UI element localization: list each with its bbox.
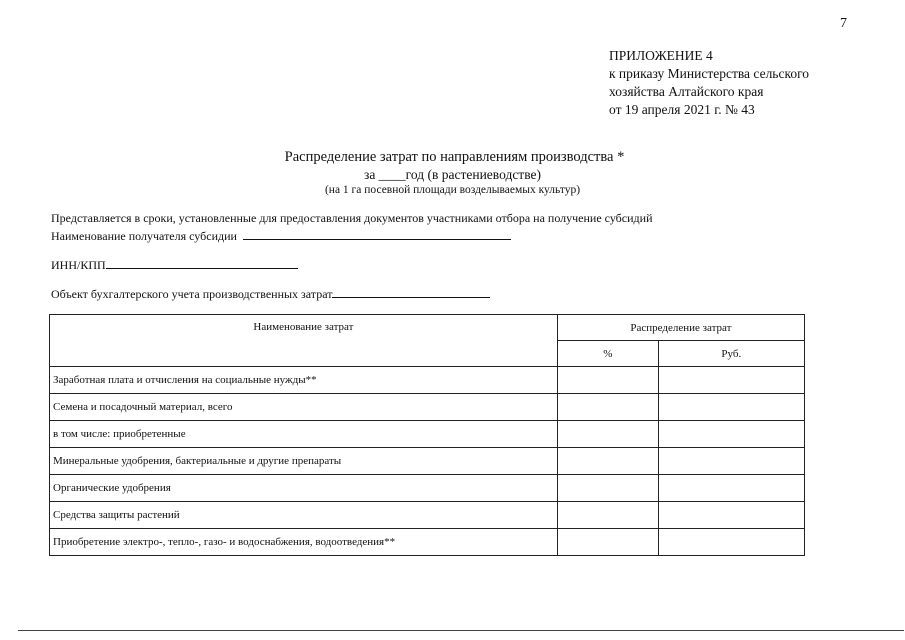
document-title-block — [0, 148, 905, 198]
cell-percent[interactable] — [557, 475, 658, 502]
inn-blank[interactable] — [106, 257, 298, 269]
table-row — [50, 367, 805, 394]
row-label: Органические удобрения — [50, 475, 558, 502]
cell-percent[interactable] — [557, 421, 658, 448]
appendix-line: от 19 апреля 2021 г. № 43 — [609, 102, 755, 117]
table-row — [50, 502, 805, 529]
recipient-field — [51, 228, 511, 244]
cell-percent[interactable] — [557, 448, 658, 475]
table-row — [50, 448, 805, 475]
cell-percent[interactable] — [557, 529, 658, 556]
inn-label: ИНН/КПП — [51, 258, 106, 272]
page-number: 7 — [840, 16, 847, 31]
cell-percent[interactable] — [557, 502, 658, 529]
header-percent: % — [557, 341, 658, 367]
appendix-line: хозяйства Алтайского края — [609, 84, 764, 99]
table-row — [50, 529, 805, 556]
cell-rub[interactable] — [658, 421, 804, 448]
cell-rub[interactable] — [658, 475, 804, 502]
cell-percent[interactable] — [557, 367, 658, 394]
recipient-label: Наименование получателя субсидии — [51, 229, 237, 243]
row-label: в том числе: приобретенные — [50, 421, 558, 448]
inn-field — [51, 257, 298, 273]
header-rub: Руб. — [658, 341, 804, 367]
page-bottom-rule — [18, 630, 904, 631]
document-title: Распределение затрат по направлениям производства * — [284, 149, 625, 165]
document-subtitle: за ____год (в растениеводстве) — [363, 167, 541, 182]
header-cost-name: Наименование затрат — [50, 315, 558, 367]
table-row — [50, 421, 805, 448]
cell-rub[interactable] — [658, 529, 804, 556]
cell-rub[interactable] — [658, 448, 804, 475]
row-label: Приобретение электро-, тепло-, газо- и водоснабжения, водоотведения** — [50, 529, 558, 556]
document-note: (на 1 га посевной площади возделываемых культур) — [324, 184, 581, 196]
table-row — [50, 394, 805, 421]
row-label: Средства защиты растений — [50, 502, 558, 529]
recipient-blank[interactable] — [243, 228, 511, 240]
row-label: Заработная плата и отчисления на социальные нужды** — [50, 367, 558, 394]
cell-rub[interactable] — [658, 502, 804, 529]
cell-rub[interactable] — [658, 394, 804, 421]
appendix-line: к приказу Министерства сельского — [609, 66, 810, 81]
row-label: Минеральные удобрения, бактериальные и другие препараты — [50, 448, 558, 475]
intro-text: Представляется в сроки, установленные для предоставления документов участниками отбора на получение субсидий — [51, 211, 653, 225]
table-header-row — [50, 315, 805, 341]
header-distribution: Распределение затрат — [557, 315, 804, 341]
table-row — [50, 475, 805, 502]
cost-distribution-table — [49, 314, 805, 556]
appendix-header — [609, 47, 809, 119]
accounting-field — [51, 286, 490, 302]
cell-rub[interactable] — [658, 367, 804, 394]
appendix-line: ПРИЛОЖЕНИЕ 4 — [609, 48, 713, 63]
accounting-blank[interactable] — [332, 286, 490, 298]
row-label: Семена и посадочный материал, всего — [50, 394, 558, 421]
accounting-label: Объект бухгалтерского учета производственных затрат — [51, 287, 333, 301]
cell-percent[interactable] — [557, 394, 658, 421]
